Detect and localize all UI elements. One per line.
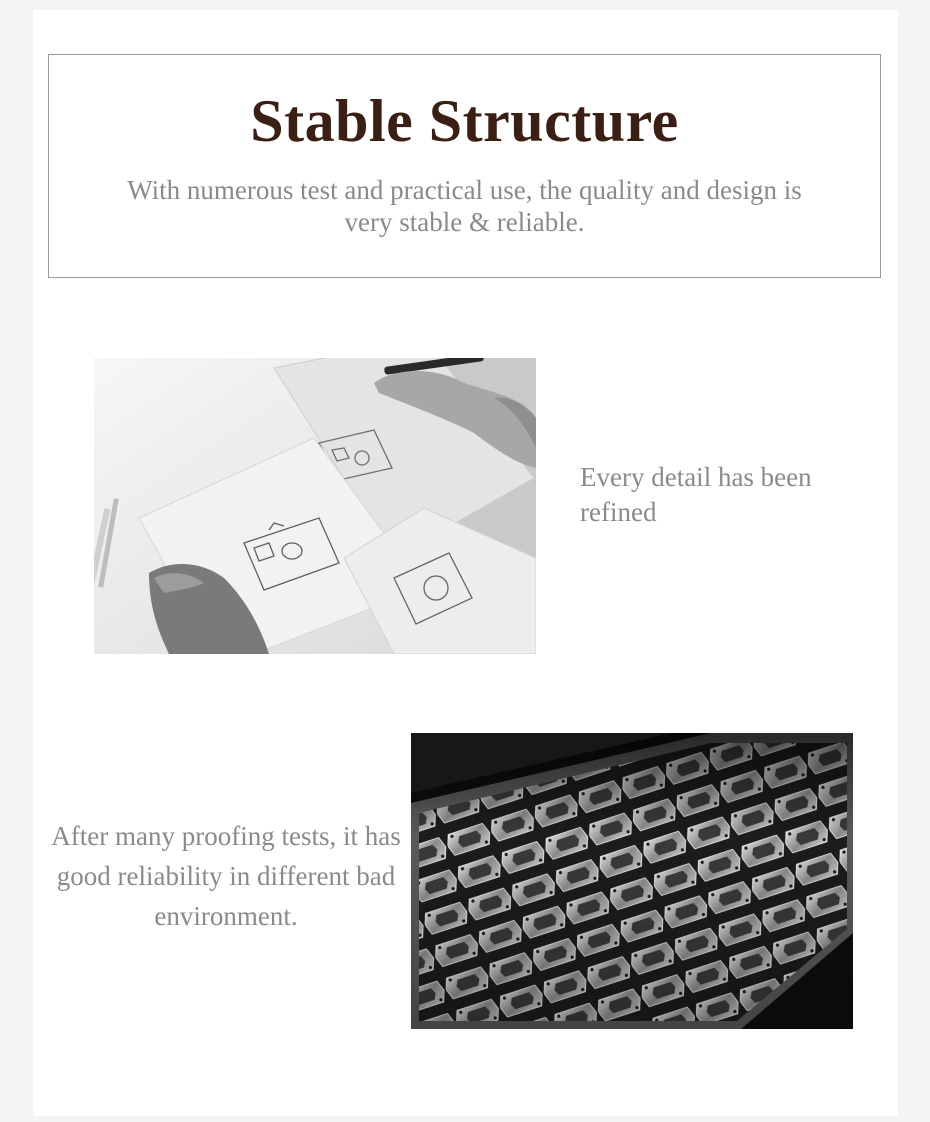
page-subtitle: With numerous test and practical use, the quality and design is very stable & reliable. <box>127 175 802 237</box>
feature-caption-detail: Every detail has been refined <box>580 462 812 527</box>
content-card <box>33 10 898 1116</box>
sketch-drawings-photo <box>94 358 536 654</box>
feature-caption-reliability: After many proofing tests, it has good reliability in different bad environment. <box>51 821 401 931</box>
header-box <box>48 54 881 278</box>
page-title: Stable Structure <box>250 88 679 154</box>
machined-parts-photo <box>411 733 853 1029</box>
